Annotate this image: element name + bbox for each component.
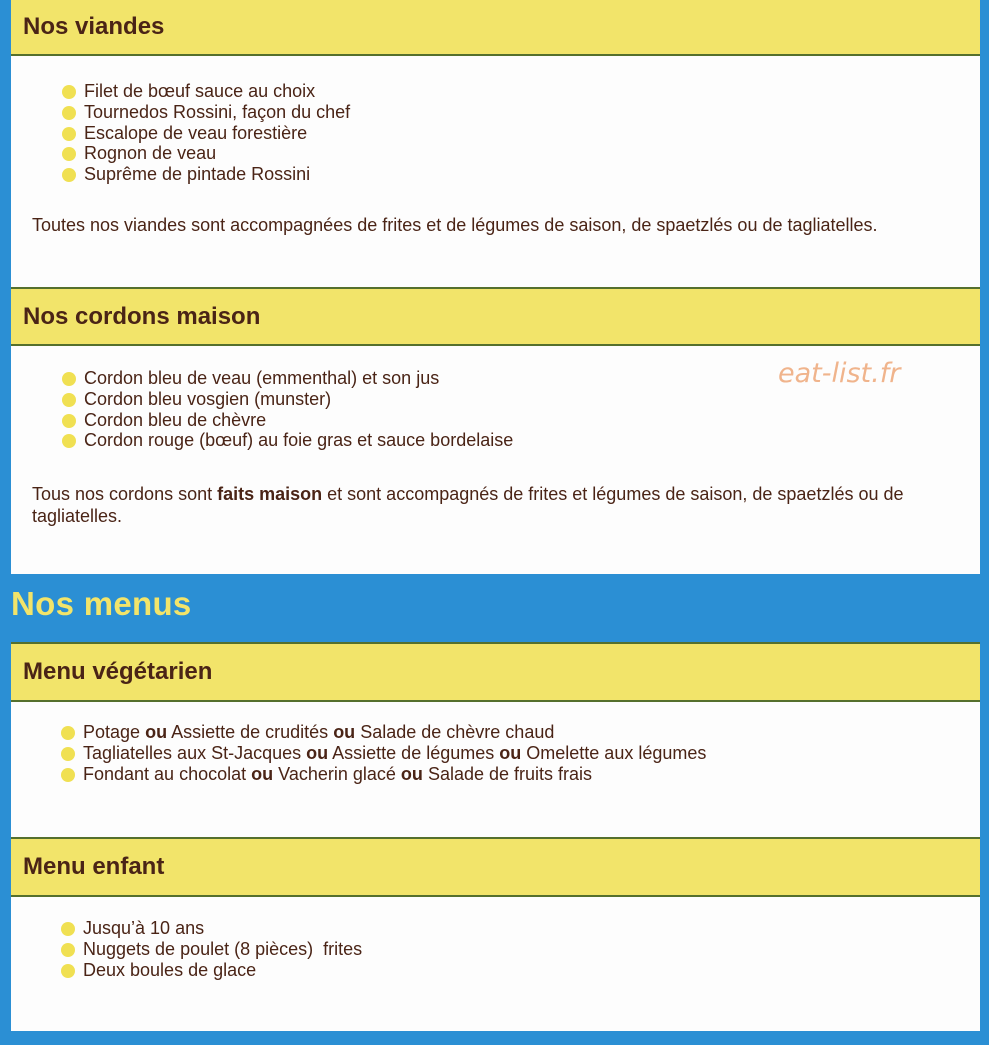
cordons-title: Nos cordons maison bbox=[23, 302, 261, 330]
viandes-header bbox=[11, 0, 980, 56]
bullet-icon bbox=[62, 106, 76, 120]
vegetarien-list bbox=[61, 722, 706, 784]
bullet-icon bbox=[61, 964, 75, 978]
cordons-list bbox=[62, 368, 513, 451]
bullet-icon bbox=[61, 943, 75, 957]
list-item: Cordon bleu de chèvre bbox=[62, 410, 513, 431]
enfant-panel bbox=[11, 837, 980, 1031]
list-item: Tournedos Rossini, façon du chef bbox=[62, 102, 350, 123]
list-item: Suprême de pintade Rossini bbox=[62, 164, 350, 185]
list-item: Nuggets de poulet (8 pièces) frites bbox=[61, 939, 362, 960]
watermark: eat-list.fr bbox=[778, 358, 901, 389]
viandes-panel bbox=[11, 0, 980, 287]
enfant-header bbox=[11, 837, 980, 897]
bullet-icon bbox=[61, 922, 75, 936]
bullet-icon bbox=[61, 768, 75, 782]
list-item: Escalope de veau forestière bbox=[62, 123, 350, 144]
list-item: Filet de bœuf sauce au choix bbox=[62, 81, 350, 102]
vegetarien-header bbox=[11, 642, 980, 702]
viandes-title: Nos viandes bbox=[23, 13, 165, 40]
list-item: Cordon bleu de veau (emmenthal) et son jus bbox=[62, 368, 513, 389]
vegetarien-panel bbox=[11, 642, 980, 837]
viandes-list bbox=[62, 81, 350, 185]
bullet-icon bbox=[62, 85, 76, 99]
vegetarien-title: Menu végétarien bbox=[23, 658, 213, 685]
bullet-icon bbox=[62, 434, 76, 448]
list-item: Potage ou Assiette de crudités ou Salade de chèvre chaud bbox=[61, 722, 706, 743]
enfant-title: Menu enfant bbox=[23, 853, 165, 880]
menus-section-title: Nos menus bbox=[11, 585, 192, 622]
list-item: Cordon bleu vosgien (munster) bbox=[62, 389, 513, 410]
list-item: Jusqu’à 10 ans bbox=[61, 918, 362, 939]
bullet-icon bbox=[62, 168, 76, 182]
bullet-icon bbox=[61, 747, 75, 761]
cordons-header bbox=[11, 287, 980, 346]
list-item: Cordon rouge (bœuf) au foie gras et sauce bordelaise bbox=[62, 430, 513, 451]
cordons-note: Tous nos cordons sont faits maison et sont accompagnés de frites et légumes de saison, de spaetzlés ou de tagliatelles. bbox=[32, 484, 904, 526]
list-item: Rognon de veau bbox=[62, 143, 350, 164]
bullet-icon bbox=[62, 147, 76, 161]
enfant-list bbox=[61, 918, 362, 980]
list-item: Tagliatelles aux St-Jacques ou Assiette de légumes ou Omelette aux légumes bbox=[61, 743, 706, 764]
bullet-icon bbox=[61, 726, 75, 740]
bullet-icon bbox=[62, 393, 76, 407]
list-item: Deux boules de glace bbox=[61, 960, 362, 981]
viandes-note: Toutes nos viandes sont accompagnées de frites et de légumes de saison, de spaetzlés ou de tagliatelles. bbox=[32, 215, 878, 235]
cordons-panel bbox=[11, 287, 980, 574]
bullet-icon bbox=[62, 414, 76, 428]
bullet-icon bbox=[62, 372, 76, 386]
faits-maison-emphasis: faits maison bbox=[217, 484, 323, 504]
bullet-icon bbox=[62, 127, 76, 141]
list-item: Fondant au chocolat ou Vacherin glacé ou Salade de fruits frais bbox=[61, 764, 706, 785]
